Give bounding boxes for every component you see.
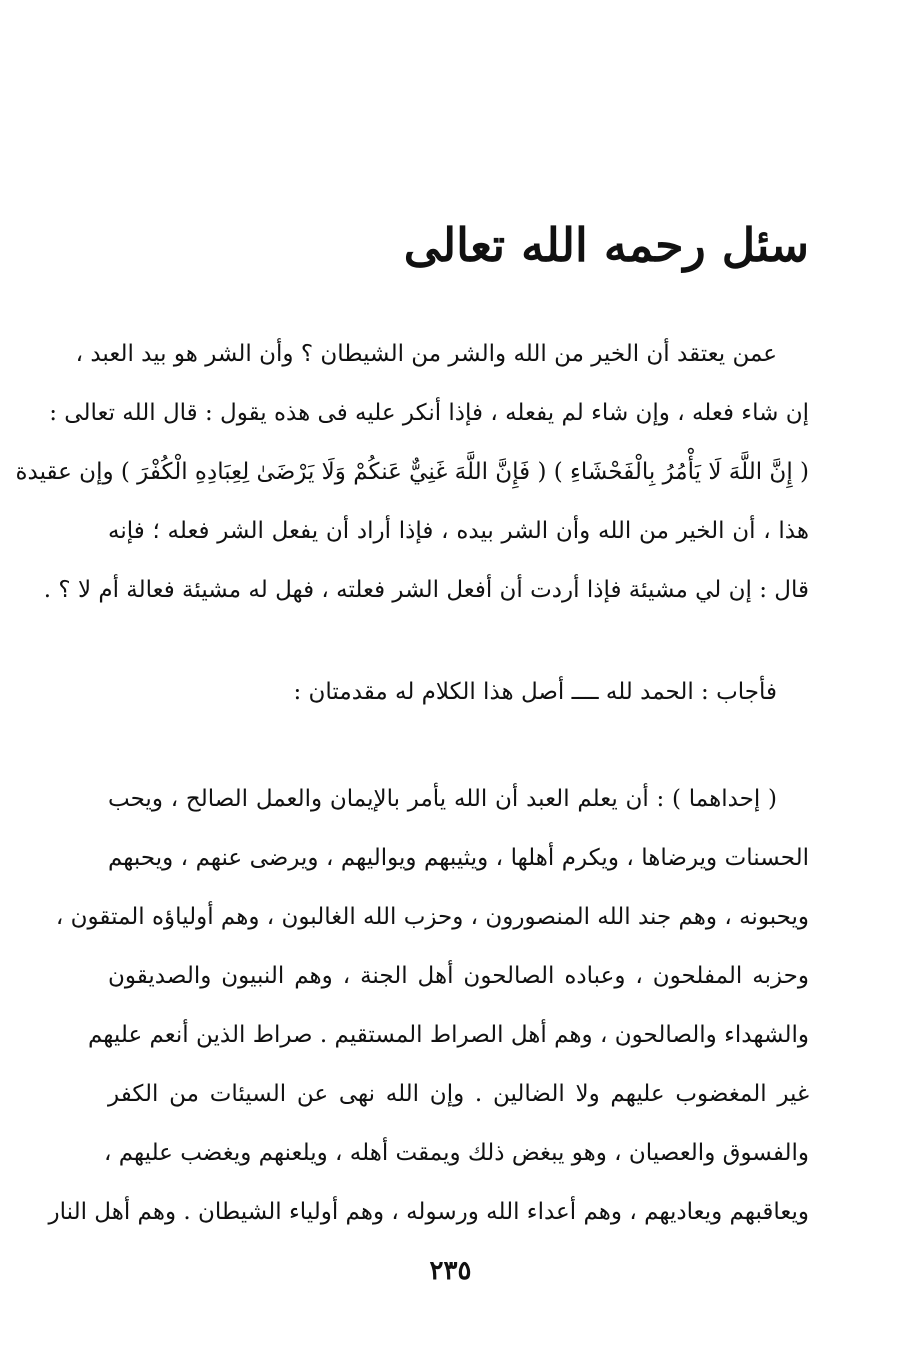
answer-line: الحسنات ويرضاها ، ويكرم أهلها ، ويثيبهم ويواليهم ، ويرضى عنهم ، ويحبهم [108,845,809,871]
section-title: سئل رحمه الله تعالى [403,218,809,272]
answer-line: ( إحداهما ) : أن يعلم العبد أن الله يأمر بالإيمان والعمل الصالح ، ويحب [108,786,777,812]
answer-line: والفسوق والعصيان ، وهو يبغض ذلك ويمقت أهله ، ويلعنهم ويغضب عليهم ، [103,1140,809,1166]
answer-paragraph [48,770,809,1242]
answer-line: ويعاقبهم ويعاديهم ، وهم أعداء الله ورسوله ، وهم أولياء الشيطان . وهم أهل النار [48,1199,809,1225]
question-paragraph [15,325,809,620]
answer-line: غير المغضوب عليهم ولا الضالين . وإن الله نهى عن السيئات من الكفر [108,1081,809,1107]
answer-intro: فأجاب : الحمد لله ــــ أصل هذا الكلام له مقدمتان : [293,679,777,705]
answer-line: ويحبونه ، وهم جند الله المنصورون ، وحزب الله الغالبون ، وهم أولياؤه المتقون ، [55,904,809,930]
answer-line: والشهداء والصالحون ، وهم أهل الصراط المستقيم . صراط الذين أنعم عليهم [88,1022,809,1048]
question-line: ( إِنَّ اللَّهَ لَا يَأْمُرُ بِالْفَحْشَاءِ ) ( فَإِنَّ اللَّهَ غَنِيٌّ عَنكُمْ وَلَا يَرْضَىٰ لِعِبَادِهِ الْكُفْرَ ) وإن عقيدة [15,459,809,485]
page-number: ٢٣٥ [429,1256,472,1286]
question-line: إن شاء فعله ، وإن شاء لم يفعله ، فإذا أنكر عليه فى هذه يقول : قال الله تعالى : [49,400,809,426]
answer-intro-paragraph [108,663,809,722]
question-line: هذا ، أن الخير من الله وأن الشر بيده ، فإذا أراد أن يفعل الشر فعله ؛ فإنه [108,518,809,544]
question-line: عمن يعتقد أن الخير من الله والشر من الشيطان ؟ وأن الشر هو بيد العبد ، [75,341,777,367]
question-line: قال : إن لي مشيئة فإذا أردت أن أفعل الشر فعلته ، فهل له مشيئة فعالة أم لا ؟ . [43,577,809,603]
answer-line: وحزبه المفلحون ، وعباده الصالحون أهل الجنة ، وهم النبيون والصديقون [108,963,809,989]
